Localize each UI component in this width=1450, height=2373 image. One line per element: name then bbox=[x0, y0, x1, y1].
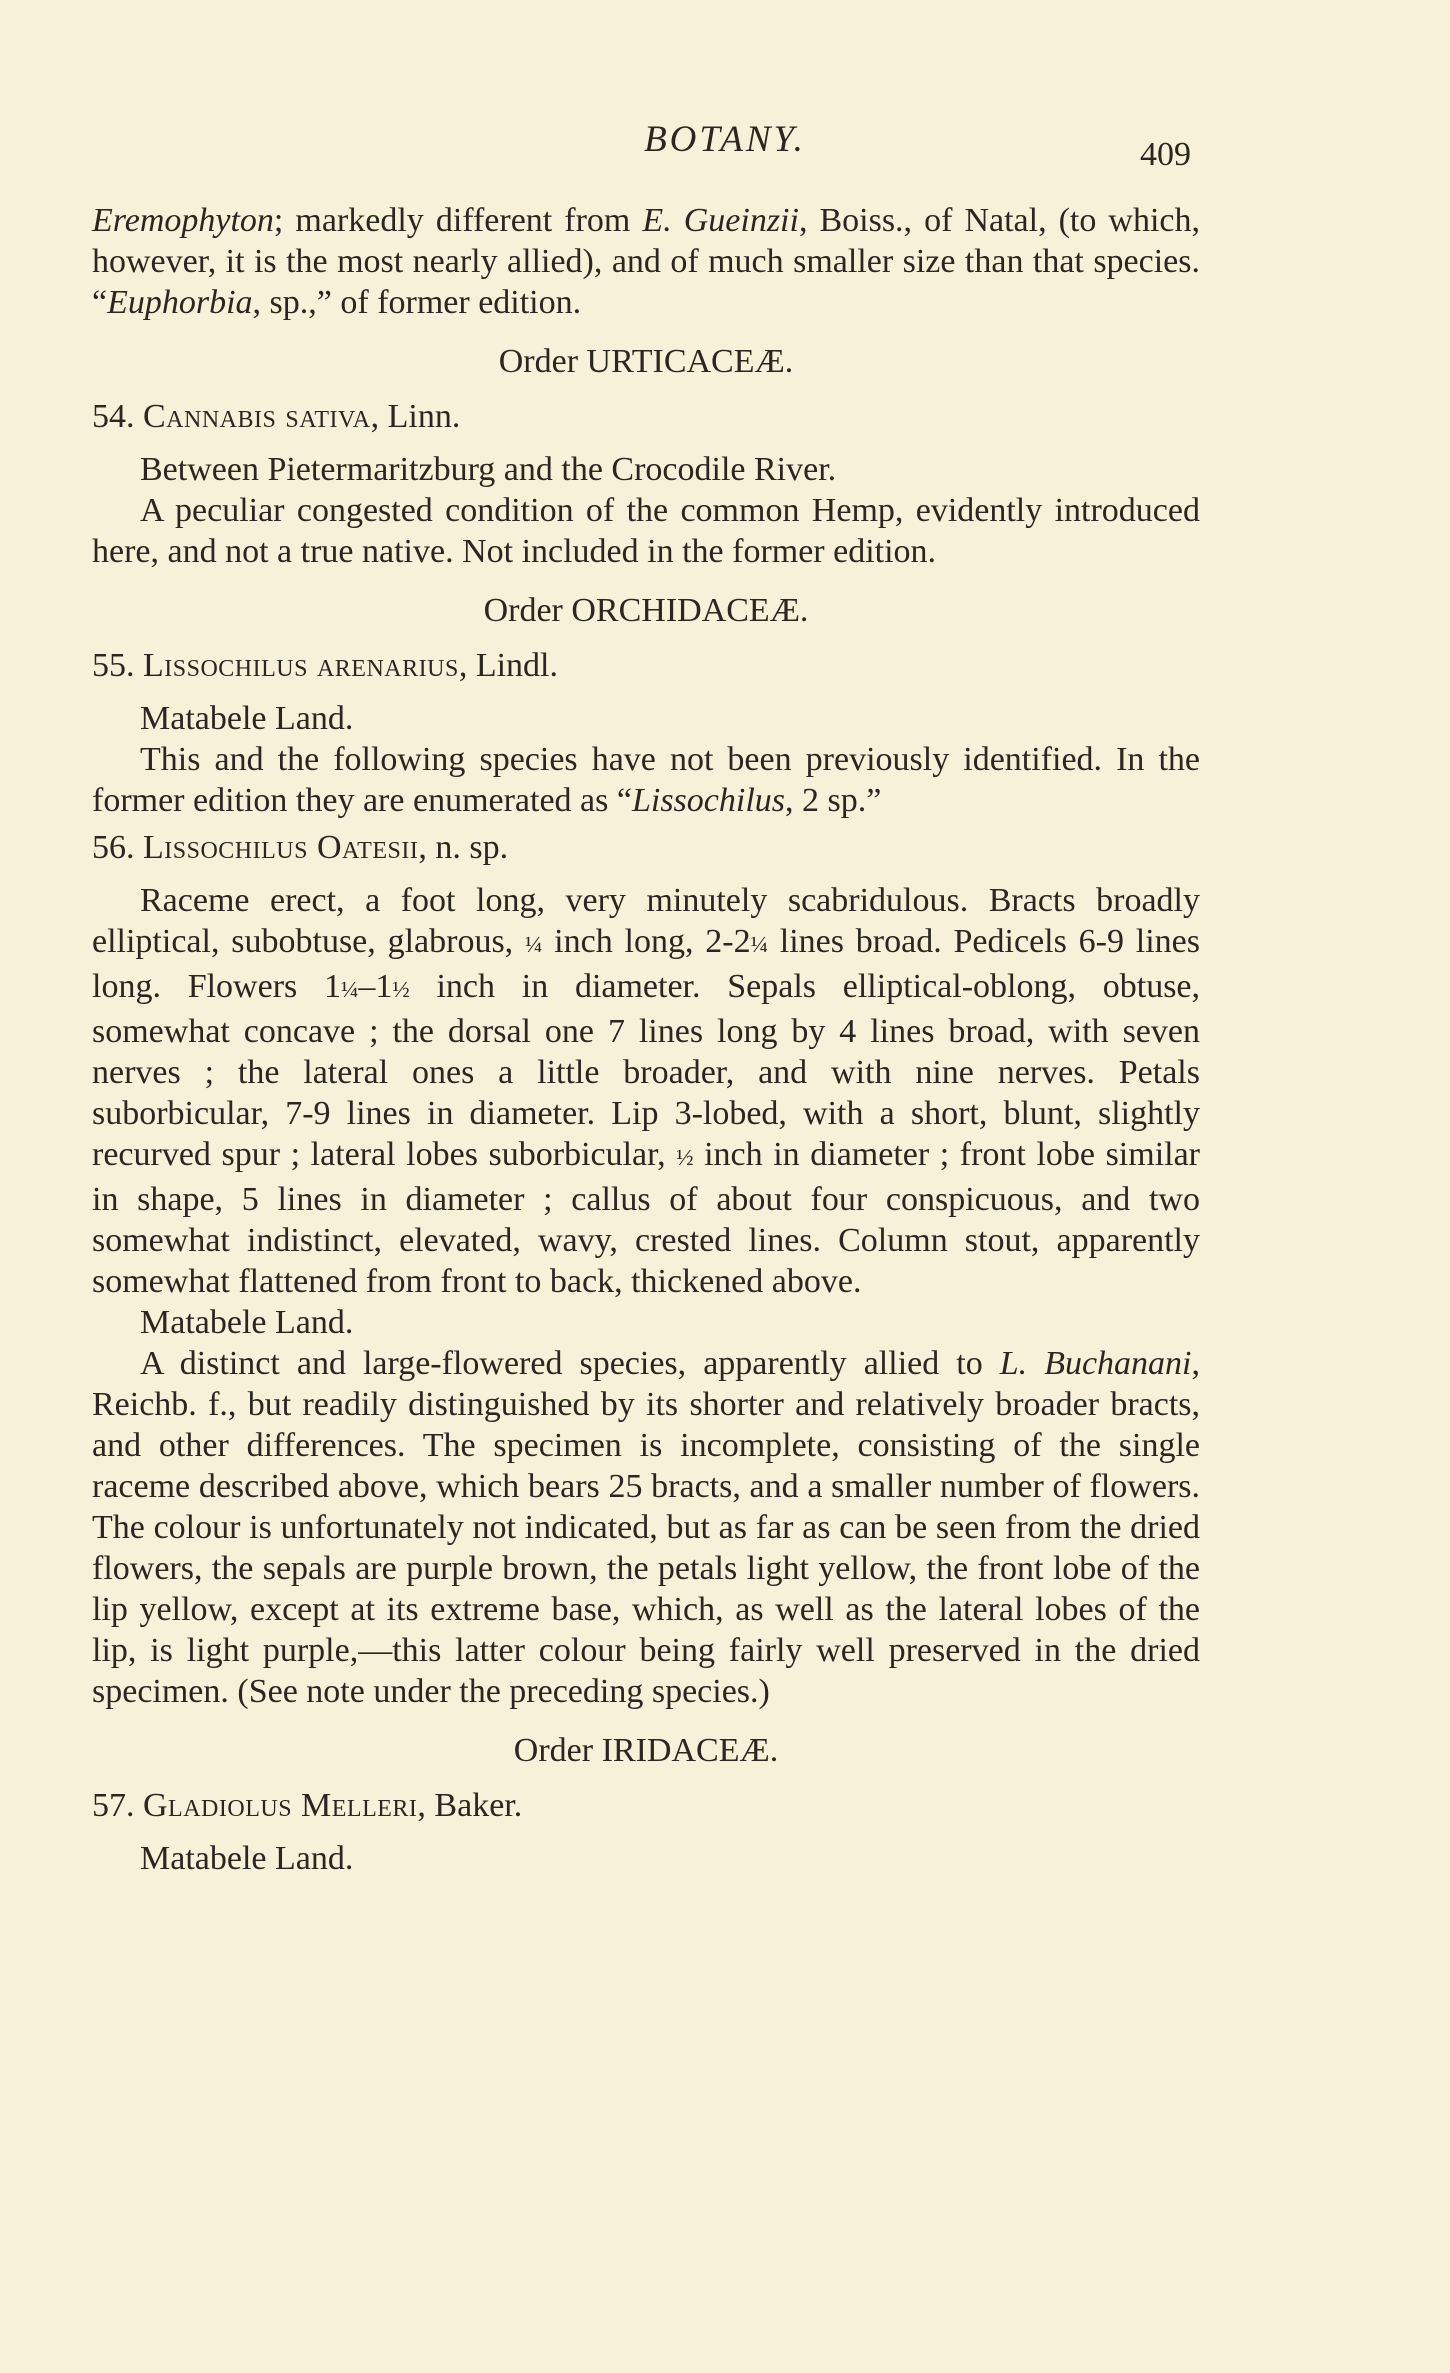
genus-name: Eremophyton bbox=[92, 202, 274, 239]
species-title: Lissochilus arenarius bbox=[143, 647, 459, 684]
entry-note bbox=[92, 739, 1200, 821]
locality: Matabele Land. bbox=[140, 700, 354, 737]
entry-number: 57. bbox=[92, 1787, 135, 1824]
intro-paragraph bbox=[92, 200, 1200, 323]
authority: , Baker. bbox=[417, 1787, 523, 1824]
genus-name: Lissochilus bbox=[631, 782, 786, 819]
fraction: ½ bbox=[676, 1145, 694, 1171]
description-text: Raceme erect, a foot long, very minutely scabridulous. Bracts broadly elliptical, subobtuse, glabrous, bbox=[92, 882, 1200, 960]
locality: Matabele Land. bbox=[140, 1304, 354, 1341]
entry-number: 56. bbox=[92, 829, 135, 866]
description-text: inch long, 2-2 bbox=[542, 923, 751, 960]
species-name: L. Buchanani bbox=[999, 1345, 1192, 1382]
description-text: lines broad. Pedicels 6-9 lines long. Flowers 1 bbox=[92, 923, 1201, 1005]
note-text: , Reichb. f., but readily distinguished by its shorter and relatively broader bracts, and other differences. The specimen is incomplete, consisting of the single raceme described above, which bears 25 bracts, and a smaller number of flowers. The colour is unfortunately not indicated, but as far as can be seen from the dried flowers, the sepals are purple brown, the petals light yellow, the front lobe of the lip yellow, except at its extreme base, which, as well as the lateral lobes of the lip, is light purple,—this latter colour being fairly well preserved in the dried specimen. (See note under the preceding species.) bbox=[92, 1345, 1200, 1710]
locality: Between Pietermaritzburg and the Crocodile River. bbox=[140, 451, 837, 488]
order-heading-orchidaceae: Order ORCHIDACEÆ. bbox=[483, 592, 809, 629]
intro-text: , sp.,” of former edition. bbox=[252, 284, 582, 321]
entry-56 bbox=[92, 827, 1200, 868]
entry-note: A peculiar congested condition of the common Hemp, evidently introduced here, and not a true native. Not included in the former edition. bbox=[92, 492, 1200, 570]
intro-text: , Boiss., of Natal, (to which, however, it is the most nearly allied), and of much smaller size than that species. “ bbox=[92, 202, 1200, 321]
species-name: E. Gueinzii bbox=[642, 202, 799, 239]
species-title: Gladiolus Melleri bbox=[143, 1787, 418, 1824]
order-heading-iridaceae: Order IRIDACEÆ. bbox=[513, 1732, 779, 1769]
description-text: –1 bbox=[358, 968, 393, 1005]
entry-note bbox=[92, 1343, 1200, 1712]
fraction: ¼ bbox=[750, 932, 768, 958]
body-text bbox=[92, 200, 1200, 1879]
description-text: inch in diameter. Sepals elliptical-oblong, obtuse, somewhat concave ; the dorsal one 7 lines long by 4 lines broad, with seven nerves ; the lateral ones a little broader, and with nine nerves. Petals suborbicular, 7-9 lines in diameter. Lip 3-lobed, with a short, blunt, slightly recurved spur ; lateral lobes suborbicular, bbox=[92, 968, 1201, 1173]
authority: , Linn. bbox=[370, 398, 461, 435]
species-title: Lissochilus Oatesii bbox=[143, 829, 419, 866]
locality: Matabele Land. bbox=[140, 1840, 354, 1877]
entry-55 bbox=[92, 645, 1200, 686]
entry-number: 55. bbox=[92, 647, 135, 684]
species-title: Cannabis sativa bbox=[143, 398, 371, 435]
entry-54 bbox=[92, 396, 1200, 437]
entry-number: 54. bbox=[92, 398, 135, 435]
fraction: ½ bbox=[392, 977, 410, 1003]
running-head: BOTANY. bbox=[644, 119, 806, 160]
fraction: ¼ bbox=[341, 977, 359, 1003]
fraction: ¼ bbox=[525, 932, 543, 958]
note-text: A distinct and large-flowered species, apparently allied to bbox=[140, 1345, 1000, 1382]
intro-text: ; markedly different from bbox=[273, 202, 643, 239]
note-text: , 2 sp.” bbox=[785, 782, 882, 819]
page-number: 409 bbox=[1140, 136, 1191, 173]
authority: , Lindl. bbox=[458, 647, 558, 684]
species-description bbox=[92, 880, 1200, 1302]
note-text: This and the following species have not been previously identified. In the former edition they are enumerated as “ bbox=[92, 741, 1200, 819]
authority: , n. sp. bbox=[418, 829, 509, 866]
entry-57 bbox=[92, 1785, 1200, 1826]
former-name: Euphorbia bbox=[107, 284, 253, 321]
description-text: inch in diameter ; front lobe similar in shape, 5 lines in diameter ; callus of about four conspicuous, and two somewhat indistinct, elevated, wavy, crested lines. Column stout, apparently somewhat flattened from front to back, thickened above. bbox=[92, 1136, 1200, 1300]
order-heading-urticaceae: Order URTICACEÆ. bbox=[498, 343, 794, 380]
